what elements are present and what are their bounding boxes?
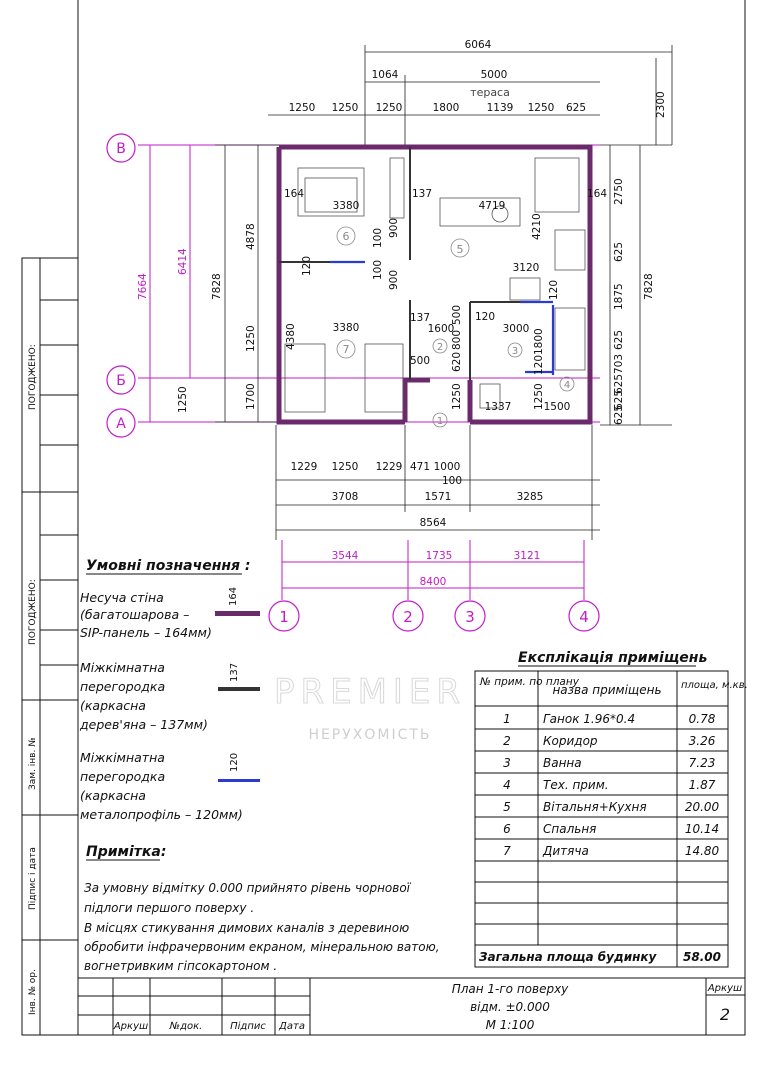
legend-0-size: 164 (228, 586, 239, 606)
left-dim-7828: 7828 (211, 273, 223, 300)
left-dim-7664: 7664 (137, 273, 149, 300)
legend-1-line-2: (каркасна (80, 698, 146, 713)
room-number-3: 3 (511, 346, 519, 357)
row-7-num: 7 (503, 844, 511, 858)
explication-header-name: назва приміщень (552, 683, 662, 697)
row-6-num: 6 (503, 822, 511, 836)
stamp-sign-date: Підпис і дата (28, 847, 38, 910)
right-dim-625d: 625 (613, 389, 625, 410)
axis-label-b: Б (116, 373, 126, 389)
bottom-dim-3708: 3708 (331, 491, 359, 503)
title-block-col-date: Дата (279, 1021, 305, 1032)
sheet-number: 2 (719, 1005, 731, 1024)
row-1-num: 1 (503, 712, 511, 726)
inner-dim-9: 100 (372, 259, 384, 280)
note-line-2: В місцях стикування димових каналів з деревиною (84, 921, 410, 935)
sheet-label: Аркуш (707, 983, 743, 994)
legend-item-bearing-wall (80, 587, 260, 640)
drawing-title-line-0: План 1-го поверху (451, 982, 569, 996)
legend-1-line-3: дерев'яна – 137мм) (80, 717, 208, 732)
inner-dim-24: 500 (409, 355, 431, 367)
row-1-area: 0.78 (688, 712, 716, 726)
legend-0-line-2: SIP-панель – 164мм) (80, 625, 212, 640)
legend-1-swatch (218, 687, 260, 691)
axis-label-4: 4 (579, 608, 589, 626)
legend-2-line-0: Міжкімнатна (80, 750, 165, 765)
drawing-title-line-1: відм. ±0.000 (470, 1000, 550, 1014)
stamp-replace-inv: Зам. інв. № (28, 737, 38, 790)
row-1-name: Ганок 1.96*0.4 (543, 712, 636, 726)
inner-dim-10: 900 (388, 269, 400, 290)
inner-dim-14: 3380 (332, 322, 360, 334)
bottom-dim-1735: 1735 (425, 550, 453, 562)
bottom-dim-3285: 3285 (516, 491, 544, 503)
right-dim-625a: 625 (613, 241, 625, 262)
inner-dim-7: 900 (388, 217, 400, 238)
left-dim-1700: 1700 (245, 383, 257, 410)
inner-dim-12: 120 (548, 279, 560, 300)
row-5-name: Вітальня+Кухня (543, 800, 647, 814)
top-dim-r3-0: 1250 (288, 102, 316, 114)
row-2-area: 3.26 (688, 734, 716, 748)
row-4-num: 4 (503, 778, 511, 792)
row-4-name: Тех. прим. (543, 778, 609, 792)
sheet-frame (78, 0, 745, 1035)
left-dim-1250b: 1250 (177, 386, 189, 413)
bottom-dim-8564: 8564 (419, 517, 447, 529)
stamp-inv-orig: Інв. № ор. (28, 969, 38, 1015)
stamp-agreed-2: ПОГОДЖЕНО: (28, 579, 38, 645)
inner-dim-3: 4719 (478, 200, 506, 212)
metal-partitions (330, 259, 553, 375)
axis-label-a: А (116, 416, 126, 432)
right-dim-703: 703 (613, 353, 625, 374)
inner-dim-8: 120 (301, 255, 313, 276)
legend-1-size: 137 (229, 662, 240, 682)
right-dim-7828: 7828 (643, 273, 655, 300)
top-dim-r3-2: 1250 (375, 102, 403, 114)
inner-dim-28: 1500 (543, 401, 571, 413)
inner-dim-0: 164 (283, 188, 305, 200)
bottom-dim-3121: 3121 (513, 550, 541, 562)
axis-label-v: В (116, 141, 126, 157)
top-dim-r3-1: 1250 (331, 102, 359, 114)
row-5-area: 20.00 (684, 800, 720, 814)
legend-2-size: 120 (229, 752, 240, 772)
title-block-col-sign: Підпис (230, 1021, 266, 1032)
note-line-1: підлоги першого поверху . (84, 901, 255, 915)
right-dim-1875: 1875 (613, 283, 625, 310)
axis-label-1: 1 (279, 608, 289, 626)
explication-header-area: площа, м.кв. (681, 680, 748, 691)
right-dim-625b: 625 (613, 329, 625, 350)
legend-2-swatch (218, 779, 260, 782)
drawing-title-line-2: М 1:100 (485, 1018, 535, 1032)
row-3-area: 7.23 (688, 756, 716, 770)
axis-bubbles-letters (107, 134, 135, 437)
room-number-7: 7 (342, 343, 350, 356)
top-dim-5000: 5000 (480, 69, 508, 81)
row-3-num: 3 (503, 756, 511, 770)
stamp-agreed-1: ПОГОДЖЕНО: (28, 344, 38, 410)
inner-dim-26: 1337 (484, 401, 512, 413)
inner-dim-27: 1250 (533, 383, 545, 410)
inner-dim-18: 120 (474, 311, 496, 323)
inner-dim-13: 4380 (285, 323, 297, 350)
legend-title: Умовні позначення : (86, 558, 251, 574)
inner-dim-1: 3380 (332, 200, 360, 212)
inner-dim-6: 100 (372, 227, 384, 248)
row-6-area: 10.14 (684, 822, 720, 836)
explication-total-value: 58.00 (683, 950, 721, 964)
row-7-area: 14.80 (684, 844, 720, 858)
left-dim-6414: 6414 (177, 248, 189, 275)
explication-title: Експлікація приміщень (518, 650, 708, 666)
inner-dim-4: 164 (586, 188, 608, 200)
axis-bubbles-numbers (269, 601, 599, 631)
bottom-dim-1000: 1000 (433, 461, 461, 473)
legend-1-line-0: Міжкімнатна (80, 660, 165, 675)
legend-item-wood-partition (79, 660, 260, 732)
left-dim-1250a: 1250 (245, 325, 257, 352)
room-number-2: 2 (436, 342, 444, 353)
watermark-subtitle: НЕРУХОМІСТЬ (308, 727, 432, 743)
watermark-brand: PREMIER (273, 672, 467, 712)
inner-dim-25: 1250 (451, 383, 463, 410)
note-line-4: вогнетривким гіпсокартоном . (84, 959, 278, 973)
inner-dim-23: 620 (451, 351, 463, 372)
terrace-label: тераса (470, 86, 510, 99)
room-number-4: 4 (563, 380, 571, 391)
top-dim-6064: 6064 (464, 39, 492, 51)
bottom-dim-1229b: 1229 (375, 461, 403, 473)
note-line-3: обробити інфрачервоним екраном, мінеральною ватою, (84, 940, 440, 954)
room-number-5: 5 (456, 243, 464, 256)
left-dim-4878: 4878 (245, 223, 257, 250)
explication-rows (503, 712, 719, 858)
legend-item-metal-partition (80, 750, 260, 822)
row-3-name: Ванна (543, 756, 582, 770)
inner-dim-15: 137 (409, 312, 431, 324)
inner-dim-16: 1600 (427, 323, 455, 335)
right-dim-2750: 2750 (613, 178, 625, 205)
bottom-dim-3544: 3544 (331, 550, 359, 562)
row-2-name: Коридор (543, 734, 598, 748)
row-5-num: 5 (503, 800, 511, 814)
bottom-dim-1571: 1571 (424, 491, 452, 503)
top-dim-r3-5: 1250 (527, 102, 555, 114)
note-title: Примітка: (86, 844, 167, 860)
inner-dim-11: 3120 (512, 262, 540, 274)
legend-2-line-1: перегородка (80, 769, 166, 784)
bottom-dim-471: 471 (409, 461, 431, 473)
inner-dim-19: 3000 (502, 323, 530, 335)
top-dim-1064: 1064 (371, 69, 399, 81)
inner-dim-22: 800 (451, 329, 463, 350)
title-block-col-sheet: Аркуш (113, 1021, 149, 1032)
legend-2-line-2: (каркасна (80, 788, 146, 803)
top-dim-r3-3: 1800 (432, 102, 460, 114)
row-6-name: Спальня (543, 822, 597, 836)
room-number-1: 1 (436, 416, 444, 427)
legend-1-line-1: перегородка (80, 679, 166, 694)
right-dim-625e: 625 (613, 404, 625, 425)
bottom-dim-8400: 8400 (419, 576, 447, 588)
legend-2-line-3: металопрофіль – 120мм) (80, 807, 243, 822)
top-dim-r3-6: 625 (565, 102, 587, 114)
row-7-name: Дитяча (543, 844, 589, 858)
title-block-col-doc: №док. (169, 1021, 203, 1032)
exterior-walls (279, 147, 590, 422)
top-dim-r3-4: 1139 (486, 102, 514, 114)
explication-total-label: Загальна площа будинку (479, 950, 657, 964)
row-2-num: 2 (503, 734, 511, 748)
inner-dim-17: 500 (451, 304, 463, 325)
axis-label-3: 3 (465, 608, 475, 626)
explication-header-num-text: № прим. по плану (480, 676, 579, 688)
inner-dim-20: 1800 (533, 328, 545, 355)
right-dim-2300: 2300 (655, 91, 667, 118)
inner-dim-21: 120 (533, 354, 545, 375)
row-4-area: 1.87 (688, 778, 716, 792)
axis-label-2: 2 (403, 608, 413, 626)
right-dim-625c: 625 (613, 373, 625, 394)
legend-0-line-1: (багатошарова – (80, 607, 190, 622)
room-number-6: 6 (342, 230, 350, 243)
bottom-dim-1250: 1250 (331, 461, 359, 473)
inner-dim-5: 4210 (531, 213, 543, 240)
inner-dim-2: 137 (411, 188, 433, 200)
note-line-0: За умовну відмітку 0.000 прийнято рівень чорнової (84, 881, 410, 895)
bottom-dim-1229a: 1229 (290, 461, 318, 473)
legend-0-line-0: Несуча стіна (80, 590, 164, 605)
legend-0-swatch (215, 611, 260, 616)
bottom-dim-100: 100 (441, 475, 463, 487)
